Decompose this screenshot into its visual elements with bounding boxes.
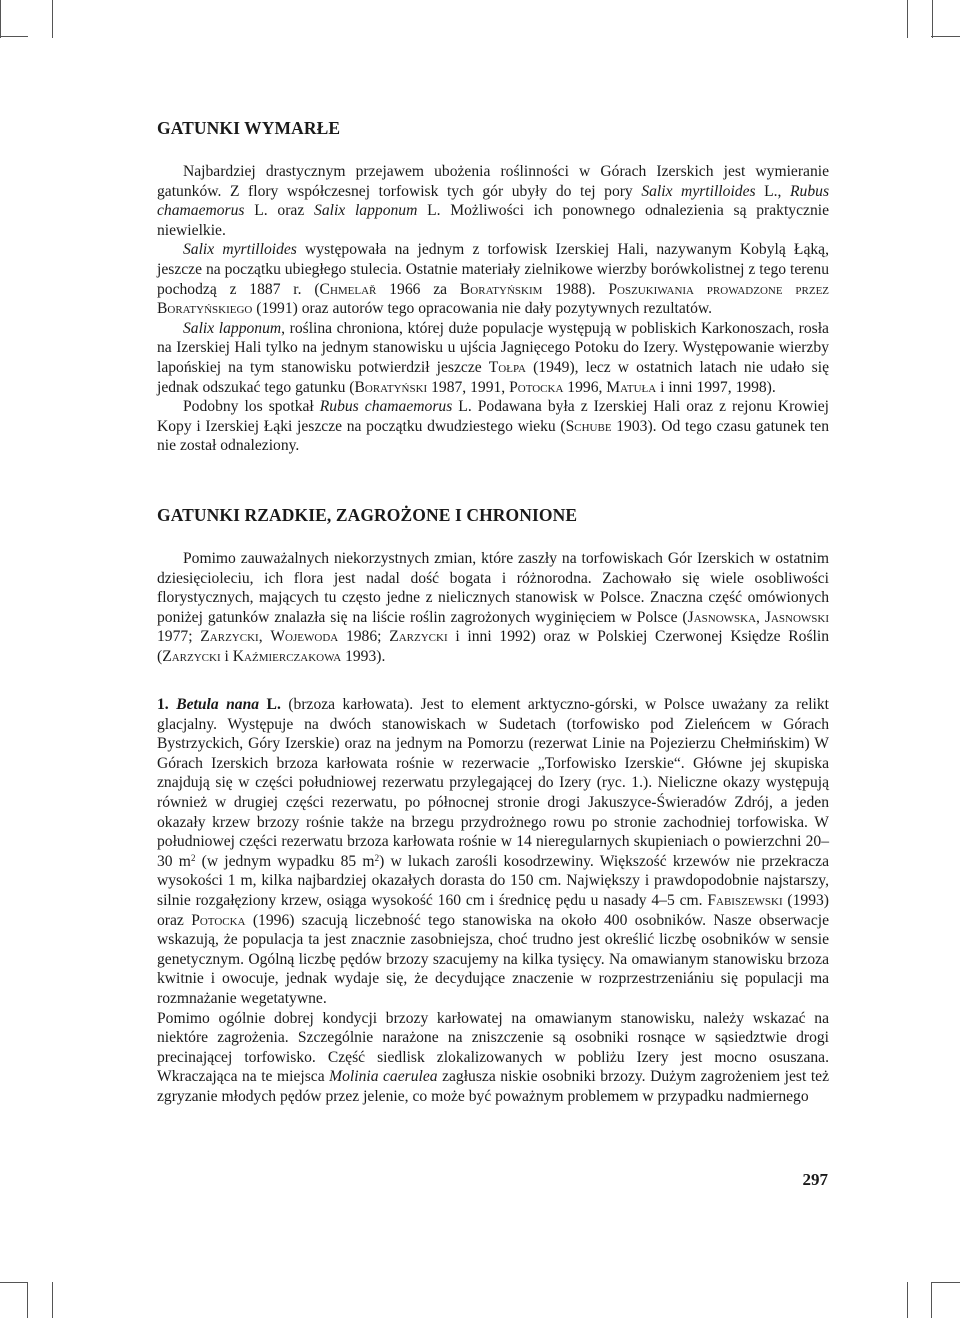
paragraph: 1. Betula nana L. (brzoza karłowata). Jest to element arktyczno-górski, w Polsce uważany za relikt glacjalny. Występuje na dwóch stanowiskach w Sudetach (torfowisko pod Zieleńcem w Górach Bystrzyckich, Góry Izerskie) oraz na jednym na Pomorzu (rezerwat Linie na Pojezierzu Chełmińskim) W Górach Izerskich brzoza karłowata rośnie w rezerwacie „Torfowisko Izerskie“. Główne jej skupiska znajdują się w części południowej rezerwatu przylegającej do Izery (ryc. 1.). Nieliczne okazy występują również w drugiej części rezerwatu, po północnej stronie drogi Jakuszyce-Świeradów Zdrój, a jeden okazały krzew brzozy rośnie także na brzegu przydrożnego rowu po stronie zachodniej torfowiska. W południowej części rezerwatu brzoza karłowata rośnie w 14 nieregularnych skupieniach o powierzchni 20–30 $m^2$ (w jednym wypadku 85 $m^2$) w lukach zarośli kosodrzewiny. Większość krzewów nie przekracza wysokości 1 m, kilka najbardziej okazałych dorasta do 150 cm. Największy i prawdopodobnie najstarszy, silnie rozgałęziony krzew, osiąga wysokość 160 cm i średnicę pędu u nasady 4–5 cm. Fabiszewski (1993) oraz Potocka (1996) szacują liczebność tego stanowiska na około 400 osobników. Nasze obserwacje wskazują, że populacja ta jest znacznie zasobniejsza, choć trudno jest określić liczbę osobników w sensie genetycznym. Ogólną liczbę pędów brzozy szacujemy na kilka tysięcy. Na omawianym stanowisku brzoza kwitnie i owocuje, jednak wydaje się, że decydujące znaczenie w rozprzestrzeniániu się populacji ma rozmnażanie wegetatywne. <box>157 696 830 1007</box>
section-heading: GATUNKI WYMARŁE <box>157 118 341 138</box>
section-heading: GATUNKI RZADKIE, ZAGROŻONE I CHRONIONE <box>157 505 578 525</box>
paragraph: Salix lapponum, roślina chroniona, której duże populacje występują w pobliskich Karkonoszach, rosła na Izerskiej Hali tylko na jednym stanowisku u ujścia Jagnięcego Potoku do Izery. Występowanie wierzby lapońskiej na tym stanowisku potwierdził jeszcze Tołpa (1949), lecz w ostatnich latach nie udało się jednak odszukać tego gatunku (Boratyński 1987, 1991, Potocka 1996, Matuła i inni 1997, 1998). <box>157 319 829 396</box>
paragraph: Pomimo ogólnie dobrej kondycji brzozy karłowatej na omawianym stanowisku, należy wskazać na niektóre zagrożenia. Szczególnie narażone na zniszczenie są osobniki rosnące w sąsiedztwie drogi precinającej torfowisko. Część siedlisk zlokalizowanych w pobliżu Izery jest mocno osuszana. Wkraczająca na te miejsca Molinia caerulea zagłusza niskie osobniki brzozy. Dużym zagrożeniem jest też zgryzanie młodych pędów przez jelenie, co może być poważnym problemem w przypadku nadmiernego <box>157 1009 829 1105</box>
paragraph: Najbardziej drastycznym przejawem ubożenia roślinności w Górach Izerskich jest wymieranie gatunków. Z flory współczesnej torfowisk tych gór ubyły do tej pory Salix myrtilloides L., Rubus chamaemorus L. oraz Salix lapponum L. Możliwości ich ponownego odnalezienia są praktycznie niewielkie. <box>157 163 830 239</box>
paragraph: Pomimo zauważalnych niekorzystnych zmian, które zaszły na torfowiskach Gór Izerskich w ostatnim dziesięcioleciu, ich flora jest nadal dość bogata i różnorodna. Zachowało się wiele osobliwości florystycznych, mających tu często jedne z nielicznych stanowisk w Polsce. Znaczna część omówionych poniżej gatunków znalazła się na liście roślin zagrożonych wyginięciem w Polsce (Jasnowska, Jasnowski 1977; Zarzycki, Wojewoda 1986; Zarzycki i inni 1992) oraz w Polskiej Czerwonej Księdze Roślin (Zarzycki i Kaźmierczakowa 1993). <box>157 550 830 665</box>
section-text <box>157 162 829 456</box>
species-entry <box>157 695 829 1106</box>
paragraph: Podobny los spotkał Rubus chamaemorus L. Podawana była z Izerskiej Hali oraz z rejonu Krowiej Kopy i Izerskiej Łąki jeszcze na początku dwudziestego wieku (Schube 1903). Od tego czasu gatunek ten nie został odnaleziony. <box>157 398 829 455</box>
paragraph: Salix myrtilloides występowała na jednym z torfowisk Izerskiej Hali, nazywanym Kobylą Łąką, jeszcze na początku ubiegłego stulecia. Ostatnie materiały zielnikowe wierzby borówkolistnej z tego terenu pochodzą z 1887 r. (Chmelař 1966 za Boratyńskim 1988). Poszukiwania prowadzone przez Boratyńskiego (1991) oraz autorów tego opracowania nie dały pozytywnych rezultatów. <box>157 241 830 318</box>
species-name: Betula nana <box>176 696 260 713</box>
section-text <box>157 549 829 667</box>
page-number: 297 <box>802 1170 828 1189</box>
entry-number: 1. <box>157 696 177 713</box>
